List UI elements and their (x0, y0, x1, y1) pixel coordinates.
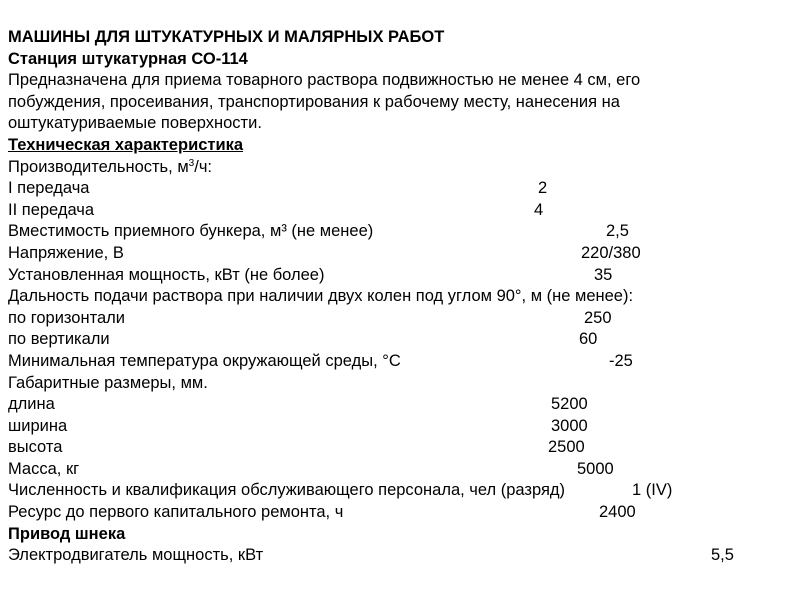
spec-label: по горизонтали (8, 308, 125, 327)
spec-label: Масса, кг (8, 459, 80, 478)
productivity-label-unit: /ч: (194, 157, 212, 176)
spec-row (8, 502, 792, 524)
spec-row (8, 545, 792, 567)
spec-row (8, 394, 792, 416)
spec-label: I передача (8, 179, 90, 198)
spec-value: 5000 (577, 459, 614, 478)
spec-label: Установленная мощность, кВт (не более) (8, 265, 325, 284)
machine-description: Предназначена для приема товарного раствора подвижностью не менее 4 см, его побуждения, просеивания, транспортирования к рабочему месту, нанесения на оштукатуриваемые поверхности. (8, 71, 641, 133)
spec-row (8, 265, 792, 287)
spec-label: Минимальная температура окружающей среды, °С (8, 351, 401, 370)
spec-value: 4 (534, 200, 544, 219)
spec-value: 1 (IV) (632, 481, 673, 500)
machine-name: Станция штукатурная СО-114 (8, 49, 248, 68)
spec-row (8, 480, 792, 502)
spec-label: Габаритные размеры, мм. (8, 373, 208, 392)
spec-value: 3000 (551, 416, 588, 435)
spec-row (8, 308, 792, 330)
spec-value: 250 (584, 308, 612, 327)
tech-heading: Техническая характеристика (8, 135, 244, 154)
spec-label: длина (8, 395, 55, 414)
spec-label: ширина (8, 416, 68, 435)
spec-label: Ресурс до первого капитального ремонта, ч (8, 503, 344, 522)
spec-value: 220/380 (581, 243, 641, 262)
spec-row (8, 373, 792, 395)
spec-label: Вместимость приемного бункера, м³ (не менее) (8, 222, 374, 241)
spec-row (8, 200, 792, 222)
productivity-label-sup: 3 (188, 157, 195, 169)
spec-row (8, 286, 792, 308)
spec-label: Численность и квалификация обслуживающего персонала, чел (разряд) (8, 481, 566, 500)
spec-value: 2,5 (606, 222, 629, 241)
spec-label: по вертикали (8, 330, 110, 349)
spec-label: Напряжение, В (8, 243, 124, 262)
drive-heading: Привод шнека (8, 524, 126, 543)
spec-row (8, 416, 792, 438)
spec-label: высота (8, 438, 63, 457)
spec-row (8, 178, 792, 200)
page-title: МАШИНЫ ДЛЯ ШТУКАТУРНЫХ И МАЛЯРНЫХ РАБОТ (8, 28, 445, 46)
productivity-label (8, 157, 792, 179)
spec-row (8, 221, 792, 243)
spec-row (8, 351, 792, 373)
productivity-label-text: Производительность, м (8, 157, 189, 176)
spec-row (8, 437, 792, 459)
spec-row (8, 243, 792, 265)
spec-value: 2400 (599, 503, 636, 522)
spec-value: 60 (579, 330, 598, 349)
spec-value: 5200 (551, 395, 588, 414)
spec-value: 2 (538, 179, 548, 198)
spec-value: 5,5 (711, 546, 734, 565)
spec-label: Электродвигатель мощность, кВт (8, 546, 264, 565)
spec-value: 2500 (548, 438, 585, 457)
slide-content (8, 27, 792, 567)
spec-row (8, 329, 792, 351)
spec-value: -25 (609, 351, 633, 370)
spec-label: Дальность подачи раствора при наличии двух колен под углом 90°, м (не менее): (8, 287, 634, 306)
spec-value: 35 (594, 265, 613, 284)
spec-label: II передача (8, 200, 95, 219)
spec-row (8, 459, 792, 481)
